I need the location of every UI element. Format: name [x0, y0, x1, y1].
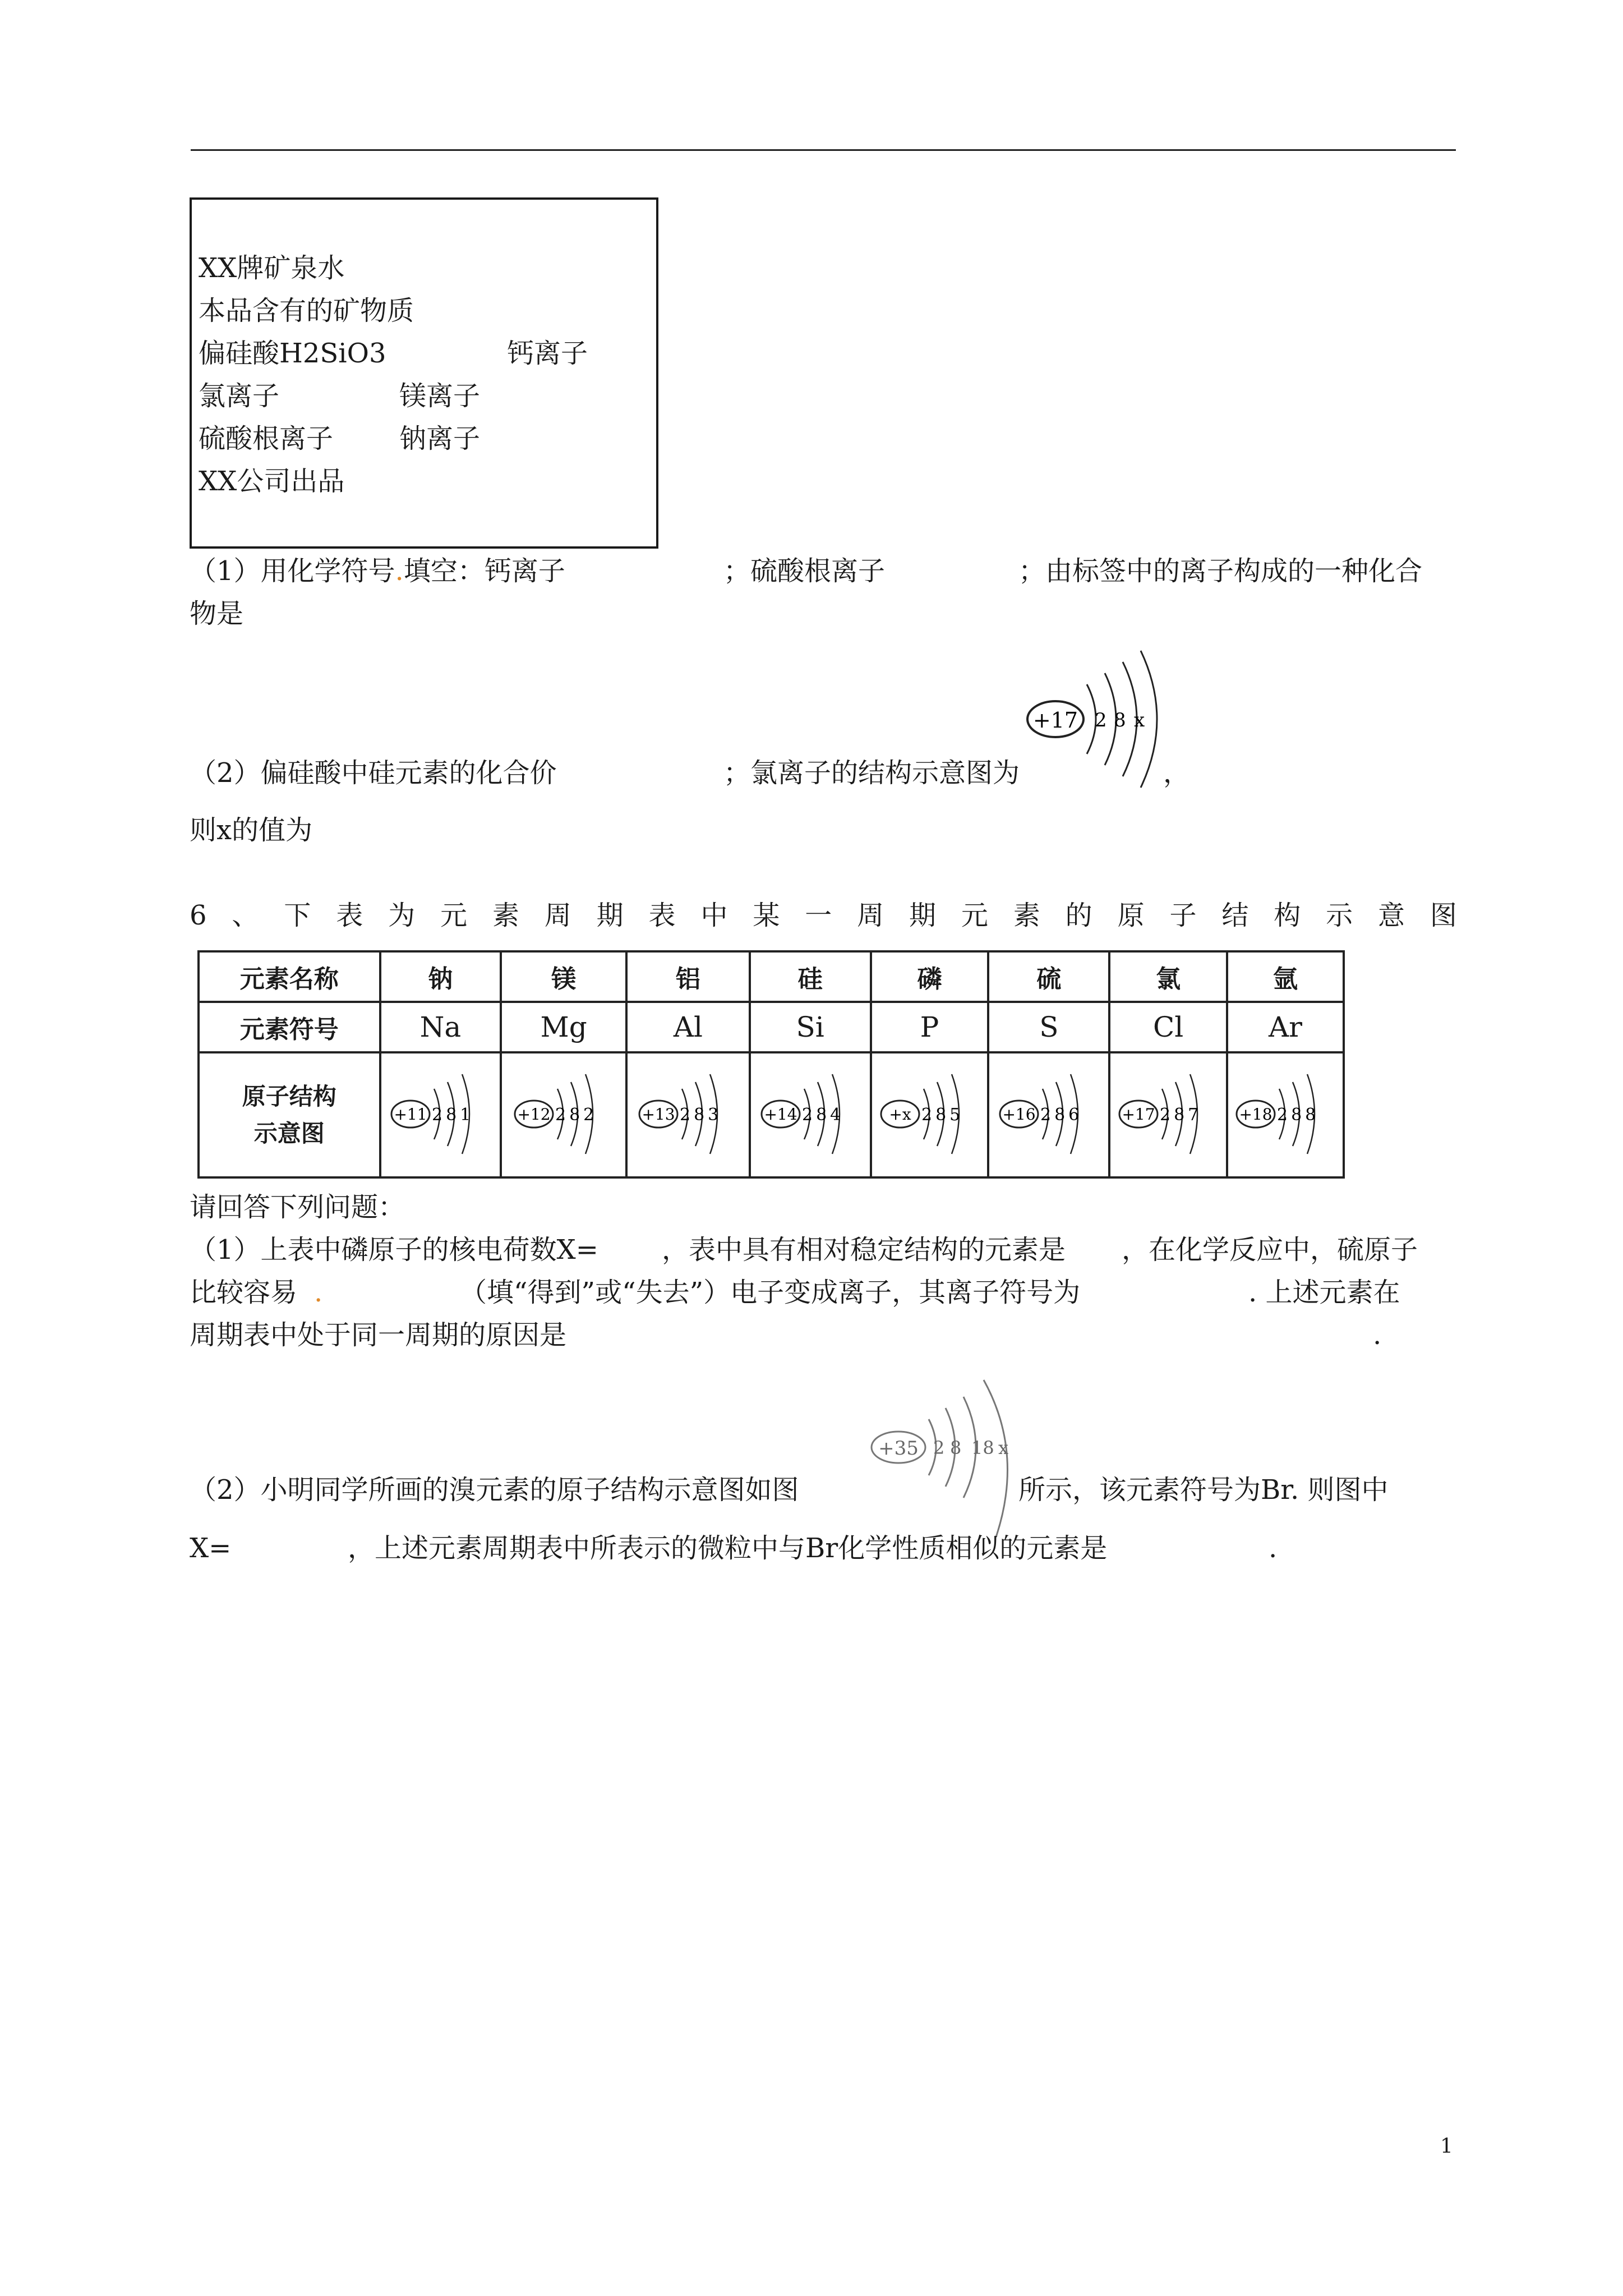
element-symbol-p: P [871, 1002, 989, 1052]
q5-part2-x-value: 则x的值为 [190, 815, 313, 846]
atom-diagram-al [626, 1052, 750, 1177]
atom-diagram-svg [757, 1066, 864, 1162]
br-shell-3: 18 [971, 1437, 994, 1458]
nucleus-label: +12 [517, 1105, 551, 1124]
element-name-na: 钠 [380, 951, 501, 1002]
label-line-minerals: 本品含有的矿物质 [199, 295, 414, 326]
chloride-ion-diagram [1021, 645, 1178, 797]
q6-part2-end: . [1269, 1533, 1278, 1564]
cl-nucleus-label: +17 [1032, 708, 1078, 733]
q6-part1-stable: ，表中具有相对稳定结构的元素是 [662, 1234, 1066, 1266]
shell-electrons-label: 284 [801, 1105, 844, 1125]
label-line-brand: XX牌矿泉水 [199, 252, 345, 284]
atom-diagram-svg [510, 1066, 617, 1162]
label-row3-left: 偏硅酸H2SiO3 [199, 338, 386, 369]
cl-shell-3: x [1134, 709, 1145, 731]
element-name-s: 硫 [988, 951, 1109, 1002]
atom-diagram-svg [635, 1066, 741, 1162]
br-shell-2: 8 [950, 1437, 962, 1458]
nucleus-label: +17 [1122, 1105, 1155, 1124]
q5-part2-comma: ， [1163, 757, 1191, 789]
label-row5-right: 钠离子 [399, 423, 481, 454]
element-name-ar: 氩 [1227, 951, 1344, 1002]
br-nucleus-label: +35 [878, 1437, 919, 1460]
nucleus-label: +18 [1239, 1105, 1272, 1124]
atom-diagram-na [380, 1052, 501, 1177]
period-3-table [197, 950, 1345, 1179]
q5-part1-compound: ；由标签中的离子构成的一种化合 [1018, 555, 1423, 587]
nucleus-label: +16 [1002, 1105, 1036, 1124]
atom-diagram-mg [501, 1052, 626, 1177]
atom-diagram-svg [877, 1066, 983, 1162]
element-symbol-cl: Cl [1109, 1002, 1227, 1052]
q5-part2-valence: （2）偏硅酸中硅元素的化合价 [190, 757, 557, 789]
br-shell-1: 2 [933, 1437, 945, 1458]
q6-part2-symbol: 所示，该元素符号为Br. 则图中 [1018, 1474, 1389, 1506]
q6-part1-sulfur: ，在化学反应中，硫原子 [1122, 1234, 1418, 1266]
element-name-mg: 镁 [501, 951, 626, 1002]
element-symbol-na: Na [380, 1002, 501, 1052]
element-name-al: 铝 [626, 951, 750, 1002]
atom-diagram-svg [1232, 1066, 1339, 1162]
label-row4-right: 镁离子 [399, 380, 481, 412]
element-name-cl: 氯 [1109, 951, 1227, 1002]
atom-diagram-svg [1115, 1066, 1221, 1162]
q6-part1-above: . 上述元素在 [1248, 1277, 1400, 1308]
q6-part1-tendency: 比较容易 . [190, 1277, 323, 1308]
atom-diagram-svg [387, 1066, 494, 1162]
shell-electrons-label: 286 [1040, 1105, 1083, 1125]
bromine-atom-diagram [864, 1374, 1038, 1543]
element-symbol-s: S [988, 1002, 1109, 1052]
atom-diagram-ar [1227, 1052, 1344, 1177]
nucleus-label: +11 [394, 1105, 427, 1124]
q6-part1-period-reason: 周期表中处于同一周期的原因是 [190, 1319, 567, 1351]
q5-part1-line1: （1）用化学符号.填空：钙离子 [190, 555, 565, 587]
q5-part1-line2: 物是 [190, 598, 244, 629]
q6-part1-ion: （填“得到”或“失去”）电子变成离子，其离子符号为 [460, 1277, 1081, 1308]
shell-electrons-label: 281 [432, 1105, 474, 1125]
nucleus-label: +x [888, 1105, 911, 1124]
q6-part2-x: X= [190, 1533, 232, 1564]
element-symbol-al: Al [626, 1002, 750, 1052]
label-row5-left: 硫酸根离子 [199, 423, 334, 454]
q5-part2-diagram-text: ；氯离子的结构示意图为 [723, 757, 1020, 789]
q5-part1-sulfate: ；硫酸根离子 [723, 555, 886, 587]
q6-part1-end: . [1373, 1319, 1382, 1351]
q6-part2-similar: ，上述元素周期表中所表示的微粒中与Br化学性质相似的元素是 [348, 1533, 1108, 1564]
q6-title: 6 、 下 表 为 元 素 周 期 表 中 某 一 周 期 元 素 的 原 子 结 构 示 意 图 [190, 900, 1457, 931]
label-row4-left: 氯离子 [199, 380, 280, 412]
row-label-name: 元素名称 [199, 951, 380, 1002]
row-label-symbol: 元素符号 [199, 1002, 380, 1052]
element-name-si: 硅 [750, 951, 871, 1002]
shell-electrons-label: 287 [1160, 1105, 1202, 1125]
element-symbol-ar: Ar [1227, 1002, 1344, 1052]
nucleus-label: +14 [764, 1105, 797, 1124]
shell-electrons-label: 288 [1277, 1105, 1320, 1125]
page-number: 1 [1440, 2135, 1453, 2158]
shell-electrons-label: 282 [555, 1105, 598, 1125]
q6-part2-intro: （2）小明同学所画的溴元素的原子结构示意图如图 [190, 1474, 799, 1506]
q6-part1-charge: （1）上表中磷原子的核电荷数X= [190, 1234, 598, 1266]
cl-shell-1: 2 [1095, 709, 1107, 731]
element-name-p: 磷 [871, 951, 989, 1002]
label-footer: XX公司出品 [199, 466, 345, 497]
row-label-structure: 原子结构 示意图 [199, 1052, 380, 1177]
shell-electrons-label: 283 [679, 1105, 722, 1125]
q6-prompt: 请回答下列问题： [190, 1191, 405, 1223]
label-row3-right: 钙离子 [507, 338, 588, 369]
br-shell-4: x [998, 1437, 1009, 1458]
atom-diagram-cl [1109, 1052, 1227, 1177]
atom-diagram-s [988, 1052, 1109, 1177]
atom-diagram-svg [995, 1066, 1102, 1162]
element-symbol-mg: Mg [501, 1002, 626, 1052]
element-symbol-si: Si [750, 1002, 871, 1052]
atom-diagram-p [871, 1052, 989, 1177]
cl-shell-2: 8 [1114, 709, 1126, 731]
atom-diagram-si [750, 1052, 871, 1177]
header-rule [191, 149, 1456, 151]
shell-electrons-label: 285 [921, 1105, 963, 1125]
nucleus-label: +13 [642, 1105, 675, 1124]
